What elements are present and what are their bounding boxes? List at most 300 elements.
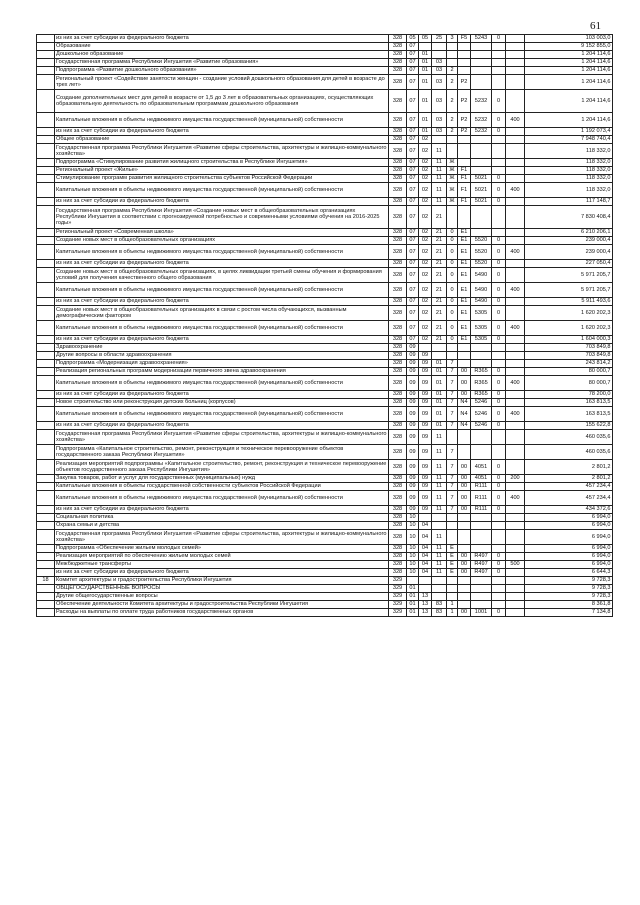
row-kvr-sub: 0 [492,198,506,206]
row-kvr [506,399,525,407]
row-event: E1 [458,321,471,336]
row-subprogram: 0 [447,336,458,344]
row-kvr: 400 [506,376,525,391]
row-kvr [506,206,525,229]
row-kvr-sub [492,67,506,75]
row-name: Другие общегосударственные вопросы [55,593,389,601]
row-program: 21 [432,298,447,306]
row-section: 07 [407,136,419,144]
row-kvr-sub: 0 [492,553,506,561]
row-program: 11 [432,175,447,183]
row-direction [471,159,492,167]
row-event [458,577,471,585]
row-name: из них за счет субсидии из федерального бюджета [55,336,389,344]
table-row [37,113,613,128]
row-event: 00 [458,553,471,561]
row-subprogram: 0 [447,321,458,336]
row-direction: 5232 [471,128,492,136]
row-subprogram: 7 [447,445,458,460]
row-direction [471,229,492,237]
row-subprogram [447,530,458,545]
row-program: 21 [432,245,447,260]
row-kvr-sub: 0 [492,237,506,245]
row-grbs: 328 [389,298,407,306]
row-kvr [506,159,525,167]
row-subprogram: 7 [447,368,458,376]
row-number [37,352,55,360]
row-amount: 6 210 206,1 [525,229,613,237]
row-subprogram: 7 [447,391,458,399]
row-direction: 5490 [471,268,492,283]
row-kvr-sub [492,530,506,545]
row-name: Подпрограмма «Стимулирование развития жилищного строительства в Республике Ингушетия» [55,159,389,167]
row-direction [471,51,492,59]
row-direction [471,344,492,352]
row-kvr-sub: 0 [492,321,506,336]
table-row [37,128,613,136]
row-grbs: 328 [389,260,407,268]
row-event: P2 [458,128,471,136]
row-number [37,430,55,445]
table-row [37,422,613,430]
row-subsection: 05 [419,35,432,43]
row-kvr [506,422,525,430]
row-section: 07 [407,159,419,167]
row-program: 03 [432,113,447,128]
row-name: Региональный проект «Жилье» [55,167,389,175]
row-kvr [506,136,525,144]
row-number [37,51,55,59]
table-row [37,522,613,530]
row-amount: 460 035,6 [525,445,613,460]
row-program: 01 [432,368,447,376]
row-amount: 6 994,0 [525,553,613,561]
row-name: из них за счет субсидии из федерального бюджета [55,391,389,399]
row-program [432,344,447,352]
row-name: Государственная программа Республики Ингушетия «Развитие сферы строительства, архитектуры и жилищно-коммунального хозяйства» [56,430,387,443]
row-name: Капитальные вложения в объекты недвижимого имущества государственной (муниципальной) собственности [55,376,389,391]
row-kvr [506,522,525,530]
row-section: 07 [407,229,419,237]
row-number [37,360,55,368]
row-name: Региональный проект «Современная школа» [55,229,389,237]
row-kvr-sub: 0 [492,368,506,376]
row-kvr [506,198,525,206]
row-event [458,352,471,360]
row-kvr-sub: 0 [492,113,506,128]
row-number [37,43,55,51]
row-event: 00 [458,376,471,391]
row-amount: 434 372,6 [525,506,613,514]
row-amount: 103 003,0 [525,35,613,43]
row-direction [471,530,492,545]
row-subprogram: 2 [447,113,458,128]
row-program [432,43,447,51]
row-subsection: 02 [419,237,432,245]
row-subprogram: 2 [447,75,458,90]
row-kvr-sub [492,360,506,368]
row-amount: 78 200,0 [525,391,613,399]
row-direction: R365 [471,391,492,399]
row-section: 07 [407,237,419,245]
row-subsection: 02 [419,198,432,206]
row-event [458,144,471,159]
row-grbs: 328 [389,283,407,298]
row-subsection: 02 [419,283,432,298]
row-name: Капитальные вложения в объекты недвижимого имущества государственной (муниципальной) собственности [55,245,389,260]
row-subprogram: 0 [447,260,458,268]
row-name: Образование [55,43,389,51]
row-event: P2 [458,75,471,90]
row-section: 10 [407,569,419,577]
table-row [37,67,613,75]
row-name: Новое строительство или реконструкция детских больниц (корпусов) [55,399,389,407]
row-section: 07 [407,260,419,268]
row-amount: 6 994,0 [525,522,613,530]
row-kvr [506,35,525,43]
row-number [37,183,55,198]
row-amount: 457 234,4 [525,483,613,491]
row-grbs: 329 [389,577,407,585]
row-section: 07 [407,67,419,75]
row-subsection: 09 [419,506,432,514]
row-direction: 5305 [471,336,492,344]
table-row [37,609,613,617]
row-subsection: 04 [419,545,432,553]
row-amount: 9 728,3 [525,593,613,601]
row-subsection: 09 [419,360,432,368]
row-grbs: 328 [389,229,407,237]
row-number [37,229,55,237]
row-direction: 5520 [471,237,492,245]
row-program: 11 [432,430,447,445]
row-event [458,159,471,167]
row-subsection: 13 [419,601,432,609]
row-name: из них за счет субсидии из федерального бюджета [55,128,389,136]
row-direction [471,593,492,601]
row-subsection: 01 [419,113,432,128]
row-kvr [506,260,525,268]
row-amount: 118 332,0 [525,159,613,167]
row-event: E1 [458,229,471,237]
row-number [37,321,55,336]
row-number [37,245,55,260]
row-name: Охрана семьи и детства [55,522,389,530]
row-amount: 6 994,0 [525,514,613,522]
row-program: 11 [432,530,447,545]
row-program: 01 [432,422,447,430]
row-kvr-sub: 0 [492,283,506,298]
row-kvr-sub [492,144,506,159]
row-section: 09 [407,399,419,407]
row-kvr: 400 [506,491,525,506]
row-direction: 5246 [471,422,492,430]
row-number [37,283,55,298]
row-kvr-sub [492,75,506,90]
row-number [37,368,55,376]
row-kvr [506,90,525,113]
row-name: Региональный проект «Содействие занятости женщин - создание условий дошкольного образования для детей в возрасте до трех лет» [55,75,389,90]
row-subsection: 02 [419,136,432,144]
row-program: 21 [432,260,447,268]
table-row [37,268,613,283]
row-amount: 1 204 114,6 [525,51,613,59]
row-direction [471,360,492,368]
row-event [458,430,471,445]
row-direction: 5021 [471,183,492,198]
row-name: Капитальные вложения в объекты государственной собственности субъектов Российской Федерации [55,483,389,491]
row-number [37,422,55,430]
table-row [37,391,613,399]
row-kvr-sub: 0 [492,561,506,569]
row-subsection: 09 [419,460,432,475]
row-amount: 1 620 202,3 [525,306,613,321]
row-amount: 2 801,2 [525,460,613,475]
row-event [458,360,471,368]
row-direction [471,352,492,360]
row-amount: 7 830 408,4 [525,206,613,229]
row-subprogram [447,344,458,352]
row-direction: 5520 [471,245,492,260]
row-kvr-sub [492,159,506,167]
row-section: 07 [407,144,419,159]
row-kvr-sub [492,585,506,593]
row-subsection: 13 [419,609,432,617]
row-kvr-sub: 0 [492,128,506,136]
row-subsection: 09 [419,407,432,422]
row-number [37,609,55,617]
row-kvr-sub: 0 [492,483,506,491]
row-program: 03 [432,67,447,75]
row-amount: 118 332,0 [525,175,613,183]
row-amount: 1 604 000,3 [525,336,613,344]
row-amount: 227 050,4 [525,260,613,268]
row-grbs: 328 [389,321,407,336]
row-kvr [506,445,525,460]
row-program: 03 [432,59,447,67]
row-program [432,593,447,601]
row-direction: R365 [471,376,492,391]
row-subprogram [447,593,458,601]
row-number [37,298,55,306]
row-kvr [506,144,525,159]
row-kvr-sub [492,577,506,585]
row-program: 11 [432,183,447,198]
row-amount: 117 148,7 [525,198,613,206]
row-direction [471,43,492,51]
row-kvr: 400 [506,245,525,260]
row-subprogram: 1 [447,601,458,609]
row-subsection: 01 [419,90,432,113]
row-subprogram: 0 [447,268,458,283]
row-direction: 5490 [471,283,492,298]
row-kvr [506,569,525,577]
row-amount: 80 000,7 [525,368,613,376]
table-row [37,344,613,352]
row-name: Стимулирование программ развития жилищного строительства субъектов Российской Федерации [55,175,389,183]
row-kvr: 200 [506,475,525,483]
row-grbs: 328 [389,336,407,344]
row-subsection: 09 [419,445,432,460]
row-kvr [506,167,525,175]
row-name: Обеспечение деятельности Комитета архитектуры и градостроительства Республики Ингушетия [55,601,389,609]
row-grbs: 328 [389,352,407,360]
page-number: 61 [590,20,601,32]
row-kvr-sub: 0 [492,336,506,344]
row-number: 18 [37,577,55,585]
row-kvr-sub: 0 [492,506,506,514]
row-direction: 5520 [471,260,492,268]
row-kvr [506,59,525,67]
row-subsection: 02 [419,167,432,175]
row-subsection: 09 [419,483,432,491]
row-direction: R497 [471,569,492,577]
row-amount: 1 192 073,4 [525,128,613,136]
row-kvr [506,506,525,514]
row-program: 11 [432,545,447,553]
row-name: Государственная программа Республики Ингушетия «Развитие сферы строительства, архитектуры и жилищно-коммунального хозяйства» [56,144,387,157]
row-grbs: 329 [389,585,407,593]
row-direction [471,75,492,90]
row-amount: 9 728,3 [525,577,613,585]
row-number [37,483,55,491]
row-amount: 1 204 114,6 [525,67,613,75]
row-kvr-sub: 0 [492,475,506,483]
row-number [37,460,55,475]
row-program: 21 [432,237,447,245]
row-grbs: 329 [389,609,407,617]
row-event: E1 [458,283,471,298]
row-subprogram: Ж [447,175,458,183]
row-direction [471,577,492,585]
row-kvr: 400 [506,321,525,336]
row-subprogram: 7 [447,483,458,491]
row-event: 00 [458,475,471,483]
row-event: E1 [458,306,471,321]
row-number [37,206,55,229]
row-amount: 9 728,3 [525,585,613,593]
row-subsection [419,585,432,593]
row-amount: 118 332,0 [525,167,613,175]
row-kvr-sub: 0 [492,35,506,43]
row-kvr [506,368,525,376]
row-section: 07 [407,90,419,113]
row-subsection: 01 [419,59,432,67]
row-amount: 163 813,5 [525,407,613,422]
row-program [432,51,447,59]
row-number [37,59,55,67]
row-section: 07 [407,128,419,136]
row-name: Другие вопросы в области здравоохранения [55,352,389,360]
row-event: 00 [458,491,471,506]
row-subsection: 02 [419,321,432,336]
row-subprogram: 2 [447,67,458,75]
row-subprogram: Ж [447,167,458,175]
table-row [37,445,613,460]
row-grbs: 328 [389,460,407,475]
row-amount: 8 361,8 [525,601,613,609]
row-subsection: 02 [419,260,432,268]
row-subprogram: Ж [447,183,458,198]
row-name: Капитальные вложения в объекты недвижимого имущества государственной (муниципальной) собственности [55,491,389,506]
row-name: Реализация мероприятий подпрограммы «Капитальное строительство, ремонт, реконструкция и техническое перевооружение объектов государственного заказа Республики Ингушетия» [55,460,389,475]
row-direction [471,601,492,609]
row-name: Государственная программа Республики Ингушетия «Развитие сферы строительства, архитектуры и жилищно-коммунального хозяйства» [56,530,387,543]
row-number [37,237,55,245]
row-section: 07 [407,206,419,229]
table-row [37,59,613,67]
table-row [37,491,613,506]
row-event: E1 [458,336,471,344]
row-amount: 6 644,3 [525,569,613,577]
table-row [37,321,613,336]
row-subprogram: Е [447,561,458,569]
row-direction: 4051 [471,475,492,483]
row-subsection: 02 [419,298,432,306]
row-direction: R497 [471,553,492,561]
row-subprogram [447,577,458,585]
row-number [37,475,55,483]
row-kvr-sub [492,352,506,360]
row-program [432,352,447,360]
row-kvr [506,460,525,475]
row-section: 09 [407,376,419,391]
row-subprogram: 0 [447,283,458,298]
row-subsection: 04 [419,530,432,545]
row-section: 07 [407,43,419,51]
row-number [37,75,55,90]
row-direction: R497 [471,561,492,569]
row-program: 11 [432,569,447,577]
row-name: Дошкольное образование [55,51,389,59]
row-subsection: 04 [419,569,432,577]
row-event: N4 [458,399,471,407]
row-number [37,407,55,422]
row-name: Комитет архитектуры и градостроительства Республики Ингушетия [55,577,389,585]
row-kvr-sub: 0 [492,460,506,475]
row-subsection [419,577,432,585]
row-section: 07 [407,75,419,90]
row-number [37,376,55,391]
row-amount: 6 994,0 [525,530,613,545]
row-program [432,522,447,530]
row-event [458,585,471,593]
row-grbs: 328 [389,514,407,522]
row-grbs: 328 [389,167,407,175]
row-section: 09 [407,344,419,352]
row-direction: R111 [471,506,492,514]
row-subprogram: 0 [447,237,458,245]
row-name: Закупка товаров, работ и услуг для государственных (муниципальных) нужд [55,475,389,483]
row-kvr-sub [492,206,506,229]
table-row [37,136,613,144]
row-grbs: 328 [389,159,407,167]
row-event: 00 [458,561,471,569]
table-row [37,298,613,306]
row-number [37,491,55,506]
row-number [37,593,55,601]
row-kvr [506,585,525,593]
row-program: 83 [432,601,447,609]
row-section: 09 [407,460,419,475]
row-event: 00 [458,460,471,475]
row-kvr [506,298,525,306]
row-number [37,113,55,128]
row-amount: 460 035,6 [525,430,613,445]
table-row [37,206,613,229]
row-event [458,522,471,530]
row-number [37,585,55,593]
